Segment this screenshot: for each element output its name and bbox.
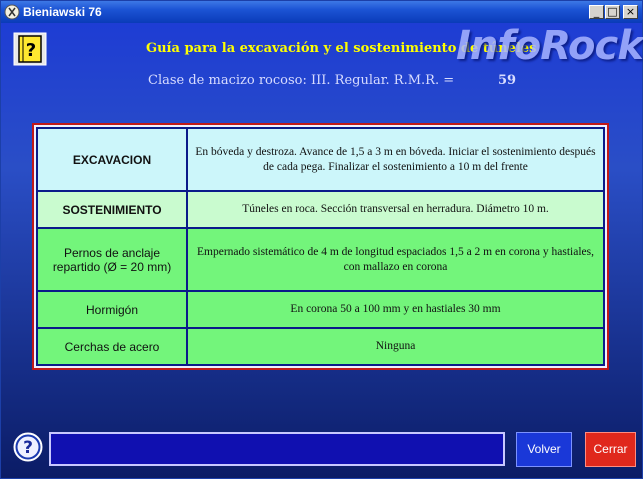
row-label: EXCAVACION <box>37 128 187 191</box>
support-guide-table <box>32 123 609 370</box>
row-content: Empernado sistemático de 4 m de longitud espaciados 1,5 a 2 m en corona y hastiales, con mallazo en corona <box>187 228 604 291</box>
close-icon: × <box>625 5 636 18</box>
question-mark-icon[interactable] <box>13 432 43 462</box>
maximize-button[interactable] <box>605 5 620 19</box>
table-row <box>37 291 604 328</box>
title-bar[interactable] <box>1 1 642 23</box>
table-row <box>37 228 604 291</box>
rmr-value: 59 <box>498 73 517 88</box>
row-content: En bóveda y destroza. Avance de 1,5 a 3 m en bóveda. Iniciar el sostenimiento después de cada pega. Finalizar el sostenimiento a 10 m del frente <box>187 128 604 191</box>
maximize-icon: □ <box>607 5 618 18</box>
message-field <box>49 432 505 466</box>
svg-text:?: ? <box>23 438 33 458</box>
row-label: Cerchas de acero <box>37 328 187 365</box>
back-button[interactable]: Volver <box>516 432 572 467</box>
notebook-help-icon[interactable] <box>13 32 47 66</box>
row-label: Hormigón <box>37 291 187 328</box>
table-row <box>37 328 604 365</box>
window-title: Bieniawski 76 <box>23 5 102 19</box>
rock-mass-class: Clase de macizo rocoso: III. Regular. R.M.R. = <box>148 73 455 88</box>
guide-title: Guía para la excavación y el sostenimiento de túneles <box>146 41 537 56</box>
table-row <box>37 128 604 191</box>
row-content: En corona 50 a 100 mm y en hastiales 30 mm <box>187 291 604 328</box>
inforock-logo: InfoRock <box>456 23 643 69</box>
table-row <box>37 191 604 228</box>
row-label: SOSTENIMIENTO <box>37 191 187 228</box>
row-content: Túneles en roca. Sección transversal en herradura. Diámetro 10 m. <box>187 191 604 228</box>
minimize-icon: _ <box>593 5 600 18</box>
row-label: Pernos de anclaje repartido (Ø = 20 mm) <box>37 228 187 291</box>
minimize-button[interactable] <box>589 5 604 19</box>
row-content: Ninguna <box>187 328 604 365</box>
app-logo-icon <box>4 4 20 20</box>
svg-text:?: ? <box>25 40 37 61</box>
close-button[interactable]: Cerrar <box>585 432 636 467</box>
close-window-button[interactable] <box>623 5 638 19</box>
